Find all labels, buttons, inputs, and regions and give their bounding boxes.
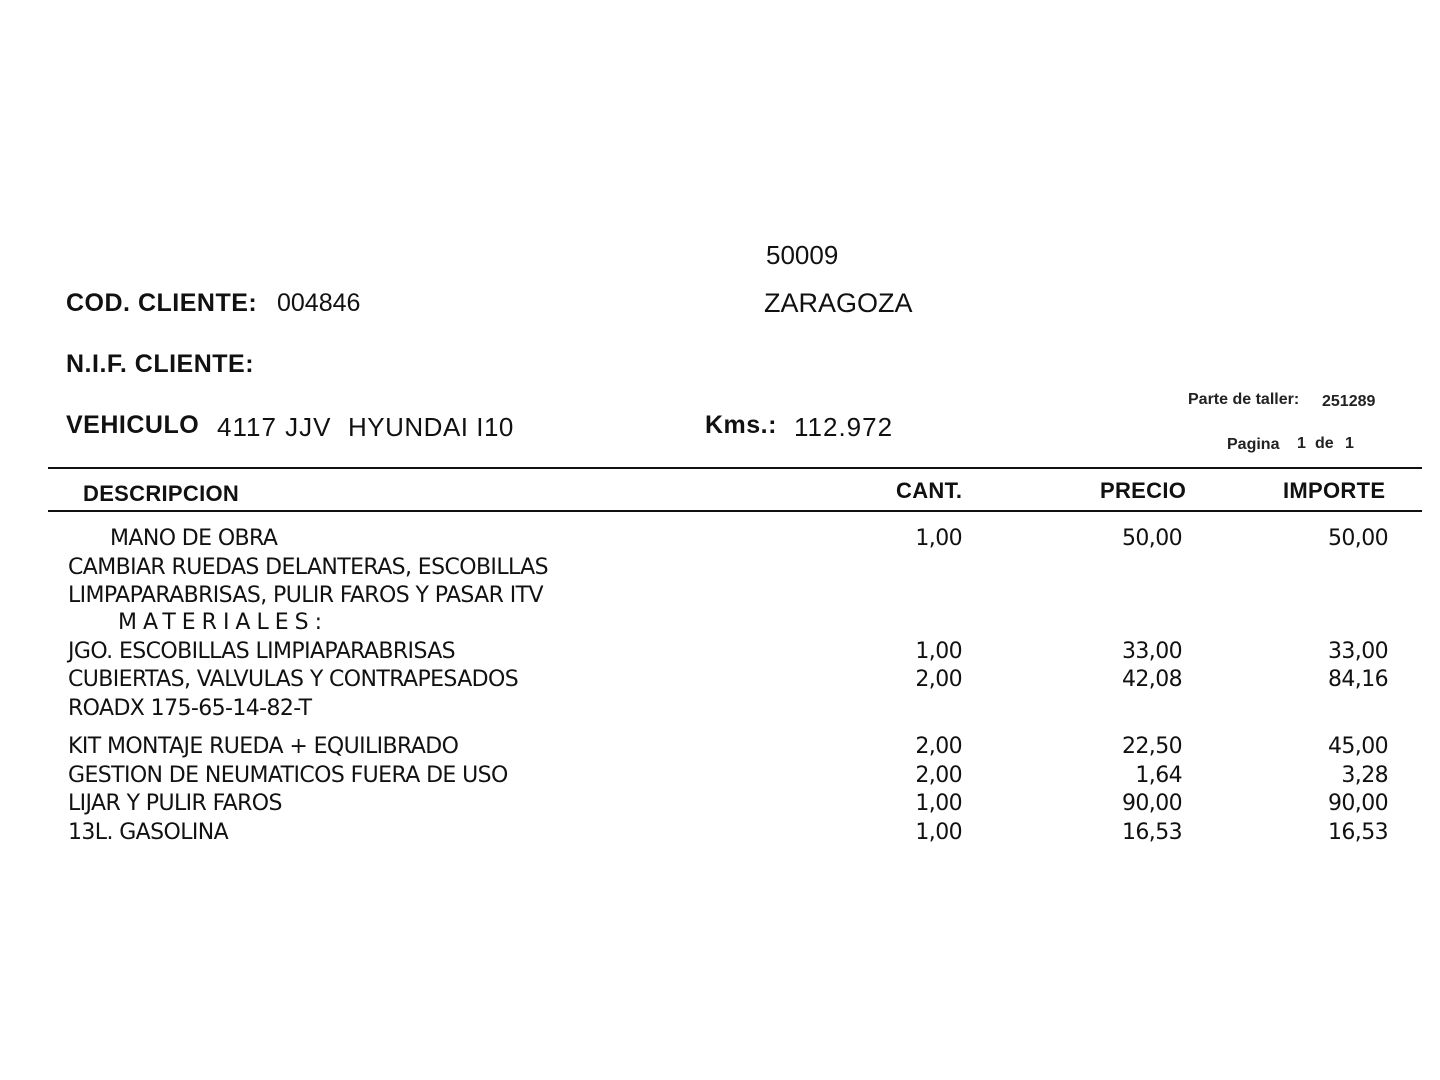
row-price: 90,00 [1122, 791, 1182, 816]
table-row [0, 763, 1440, 791]
row-amount: 90,00 [1328, 791, 1388, 816]
row-description: CUBIERTAS, VALVULAS Y CONTRAPESADOS [68, 667, 519, 692]
row-amount: 3,28 [1341, 763, 1388, 788]
row-amount: 45,00 [1328, 734, 1388, 759]
header-description: DESCRIPCION [83, 481, 240, 506]
table-row [0, 696, 1440, 724]
client-code-value: 004846 [277, 289, 361, 317]
header-price: PRECIO [1100, 478, 1187, 503]
row-price: 1,64 [1135, 763, 1182, 788]
client-nif-label: N.I.F. CLIENTE: [66, 350, 255, 378]
row-quantity: 1,00 [915, 791, 962, 816]
table-row [0, 667, 1440, 695]
header-quantity: CANT. [896, 478, 963, 503]
page-label: Pagina [1227, 436, 1280, 453]
postal-code: 50009 [766, 240, 839, 270]
table-header-rule [48, 510, 1422, 512]
row-amount: 16,53 [1328, 820, 1388, 845]
vehicle-model: HYUNDAI I10 [348, 412, 514, 442]
row-description: KIT MONTAJE RUEDA + EQUILIBRADO [68, 734, 459, 759]
row-amount: 50,00 [1328, 526, 1388, 551]
row-quantity: 2,00 [915, 667, 962, 692]
row-price: 16,53 [1122, 820, 1182, 845]
table-row [0, 791, 1440, 819]
row-quantity: 2,00 [915, 734, 962, 759]
row-quantity: 2,00 [915, 763, 962, 788]
row-description: LIJAR Y PULIR FAROS [68, 791, 282, 816]
vehicle-label: VEHICULO [66, 411, 200, 439]
row-amount: 84,16 [1328, 667, 1388, 692]
table-row [0, 820, 1440, 848]
table-row [0, 526, 1440, 554]
workshop-part-number: 251289 [1322, 393, 1376, 410]
row-price: 33,00 [1122, 639, 1182, 664]
client-code-label: COD. CLIENTE: [66, 289, 258, 317]
table-row [0, 610, 1440, 638]
city: ZARAGOZA [764, 288, 913, 318]
row-description: MANO DE OBRA [110, 526, 278, 551]
row-quantity: 1,00 [915, 526, 962, 551]
vehicle-plate: 4117 JJV [217, 412, 332, 442]
table-top-rule [48, 467, 1422, 469]
row-quantity: 1,00 [915, 639, 962, 664]
row-description: 13L. GASOLINA [68, 820, 229, 845]
row-price: 42,08 [1122, 667, 1182, 692]
kms-label: Kms.: [705, 411, 777, 439]
row-quantity: 1,00 [915, 820, 962, 845]
table-row [0, 734, 1440, 762]
row-price: 22,50 [1122, 734, 1182, 759]
row-description: CAMBIAR RUEDAS DELANTERAS, ESCOBILLAS [68, 555, 548, 580]
row-price: 50,00 [1122, 526, 1182, 551]
row-amount: 33,00 [1328, 639, 1388, 664]
kms-value: 112.972 [794, 412, 894, 442]
row-description: JGO. ESCOBILLAS LIMPIAPARABRISAS [68, 639, 456, 664]
table-row [0, 583, 1440, 611]
page-total: 1 [1345, 435, 1354, 452]
row-description: MATERIALES: [118, 610, 329, 635]
table-row [0, 639, 1440, 667]
workshop-part-label: Parte de taller: [1188, 391, 1300, 408]
page-current: 1 [1297, 435, 1306, 452]
table-row [0, 555, 1440, 583]
row-description: ROADX 175-65-14-82-T [68, 696, 312, 721]
header-amount: IMPORTE [1283, 478, 1386, 503]
row-description: LIMPAPARABRISAS, PULIR FAROS Y PASAR ITV [68, 583, 543, 608]
row-description: GESTION DE NEUMATICOS FUERA DE USO [68, 763, 508, 788]
page-of-label: de [1315, 435, 1334, 452]
